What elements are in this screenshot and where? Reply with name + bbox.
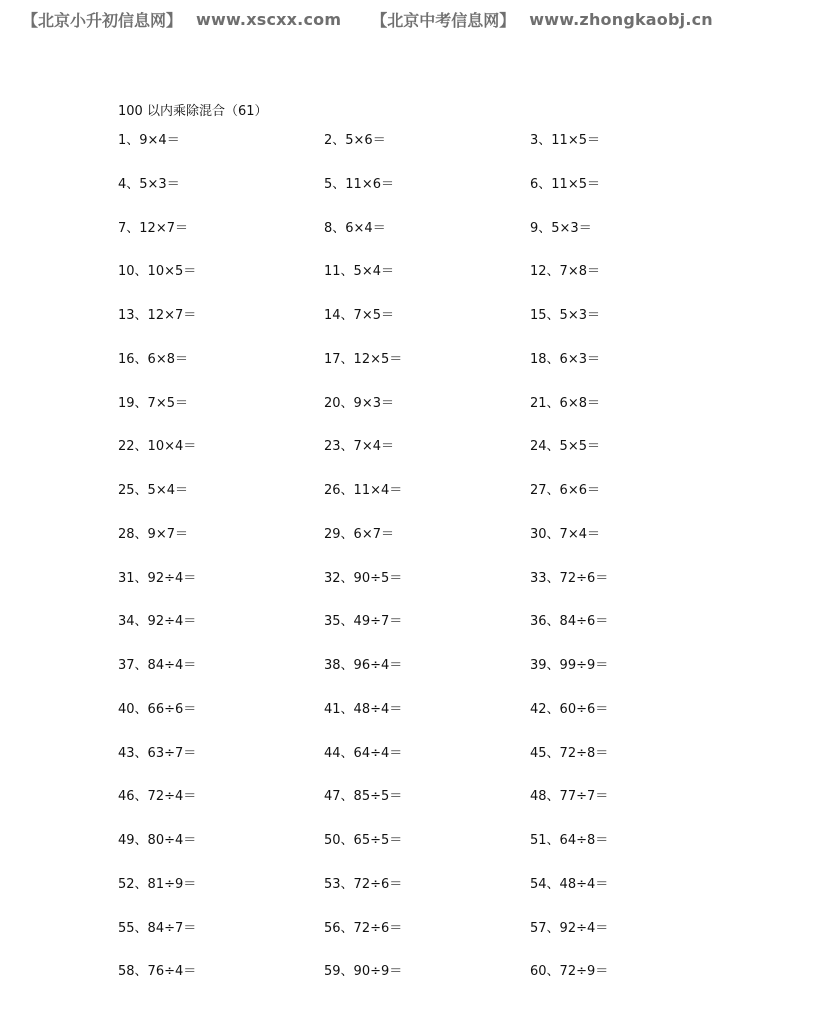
problem-item: 8、6×4＝ bbox=[324, 220, 386, 236]
problem-item: 18、6×3＝ bbox=[530, 351, 600, 367]
problem-item: 55、84÷7＝ bbox=[118, 920, 197, 936]
problem-item: 43、63÷7＝ bbox=[118, 745, 197, 761]
problem-item: 42、60÷6＝ bbox=[530, 701, 609, 717]
problem-item: 31、92÷4＝ bbox=[118, 570, 197, 586]
problem-item: 12、7×8＝ bbox=[530, 264, 600, 280]
problem-grid bbox=[118, 131, 738, 1006]
problem-item: 26、11×4＝ bbox=[324, 483, 403, 498]
problem-item: 3、11×5＝ bbox=[530, 133, 600, 148]
problem-item: 39、99÷9＝ bbox=[530, 658, 609, 673]
problem-item: 52、81÷9＝ bbox=[118, 876, 197, 892]
problem-item: 30、7×4＝ bbox=[530, 526, 600, 542]
problem-item: 20、9×3＝ bbox=[324, 395, 394, 411]
problem-item: 56、72÷6＝ bbox=[324, 920, 403, 936]
problem-item: 4、5×3＝ bbox=[118, 176, 180, 192]
problem-item: 21、6×8＝ bbox=[530, 395, 600, 411]
problem-item: 16、6×8＝ bbox=[118, 351, 188, 367]
problem-item: 50、65÷5＝ bbox=[324, 833, 403, 848]
problem-item: 59、90÷9＝ bbox=[324, 964, 403, 980]
problem-item: 23、7×4＝ bbox=[324, 439, 394, 455]
problem-item: 24、5×5＝ bbox=[530, 439, 600, 455]
problem-item: 51、64÷8＝ bbox=[530, 833, 609, 848]
problem-item: 17、12×5＝ bbox=[324, 351, 403, 367]
left-site-name: 【北京小升初信息网】 bbox=[22, 10, 183, 30]
page-header bbox=[22, 8, 824, 30]
worksheet-title: 100 以内乘除混合（61） bbox=[118, 104, 268, 119]
problem-item: 47、85÷5＝ bbox=[324, 789, 403, 805]
problem-item: 2、5×6＝ bbox=[324, 133, 386, 148]
problem-item: 49、80÷4＝ bbox=[118, 833, 197, 848]
problem-item: 44、64÷4＝ bbox=[324, 745, 403, 761]
problem-item: 53、72÷6＝ bbox=[324, 876, 403, 892]
left-site-url[interactable]: www.xscxx.com bbox=[196, 9, 342, 29]
problem-item: 22、10×4＝ bbox=[118, 439, 197, 455]
problem-item: 48、77÷7＝ bbox=[530, 789, 609, 805]
problem-item: 37、84÷4＝ bbox=[118, 658, 197, 673]
problem-item: 19、7×5＝ bbox=[118, 395, 188, 411]
problem-item: 1、9×4＝ bbox=[118, 133, 180, 148]
problem-item: 45、72÷8＝ bbox=[530, 745, 609, 761]
problem-item: 54、48÷4＝ bbox=[530, 876, 609, 892]
problem-item: 34、92÷4＝ bbox=[118, 614, 197, 630]
problem-item: 32、90÷5＝ bbox=[324, 570, 403, 586]
problem-item: 5、11×6＝ bbox=[324, 176, 394, 192]
problem-item: 36、84÷6＝ bbox=[530, 614, 609, 630]
problem-item: 14、7×5＝ bbox=[324, 308, 394, 323]
right-site-url[interactable]: www.zhongkaobj.cn bbox=[529, 9, 713, 29]
problem-item: 9、5×3＝ bbox=[530, 220, 592, 236]
problem-item: 7、12×7＝ bbox=[118, 220, 188, 236]
problem-item: 41、48÷4＝ bbox=[324, 701, 403, 717]
problem-item: 27、6×6＝ bbox=[530, 483, 600, 498]
problem-item: 46、72÷4＝ bbox=[118, 789, 197, 805]
problem-item: 11、5×4＝ bbox=[324, 264, 394, 280]
problem-item: 40、66÷6＝ bbox=[118, 701, 197, 717]
problem-item: 13、12×7＝ bbox=[118, 308, 197, 323]
problem-item: 38、96÷4＝ bbox=[324, 658, 403, 673]
problem-item: 15、5×3＝ bbox=[530, 308, 600, 323]
problem-item: 35、49÷7＝ bbox=[324, 614, 403, 630]
problem-item: 58、76÷4＝ bbox=[118, 964, 197, 980]
problem-item: 6、11×5＝ bbox=[530, 176, 600, 192]
right-site-name: 【北京中考信息网】 bbox=[371, 10, 516, 30]
problem-item: 29、6×7＝ bbox=[324, 526, 394, 542]
problem-item: 57、92÷4＝ bbox=[530, 920, 609, 936]
problem-item: 10、10×5＝ bbox=[118, 264, 197, 280]
problem-item: 25、5×4＝ bbox=[118, 483, 188, 498]
problem-item: 28、9×7＝ bbox=[118, 526, 188, 542]
problem-item: 60、72÷9＝ bbox=[530, 964, 609, 980]
problem-item: 33、72÷6＝ bbox=[530, 570, 609, 586]
